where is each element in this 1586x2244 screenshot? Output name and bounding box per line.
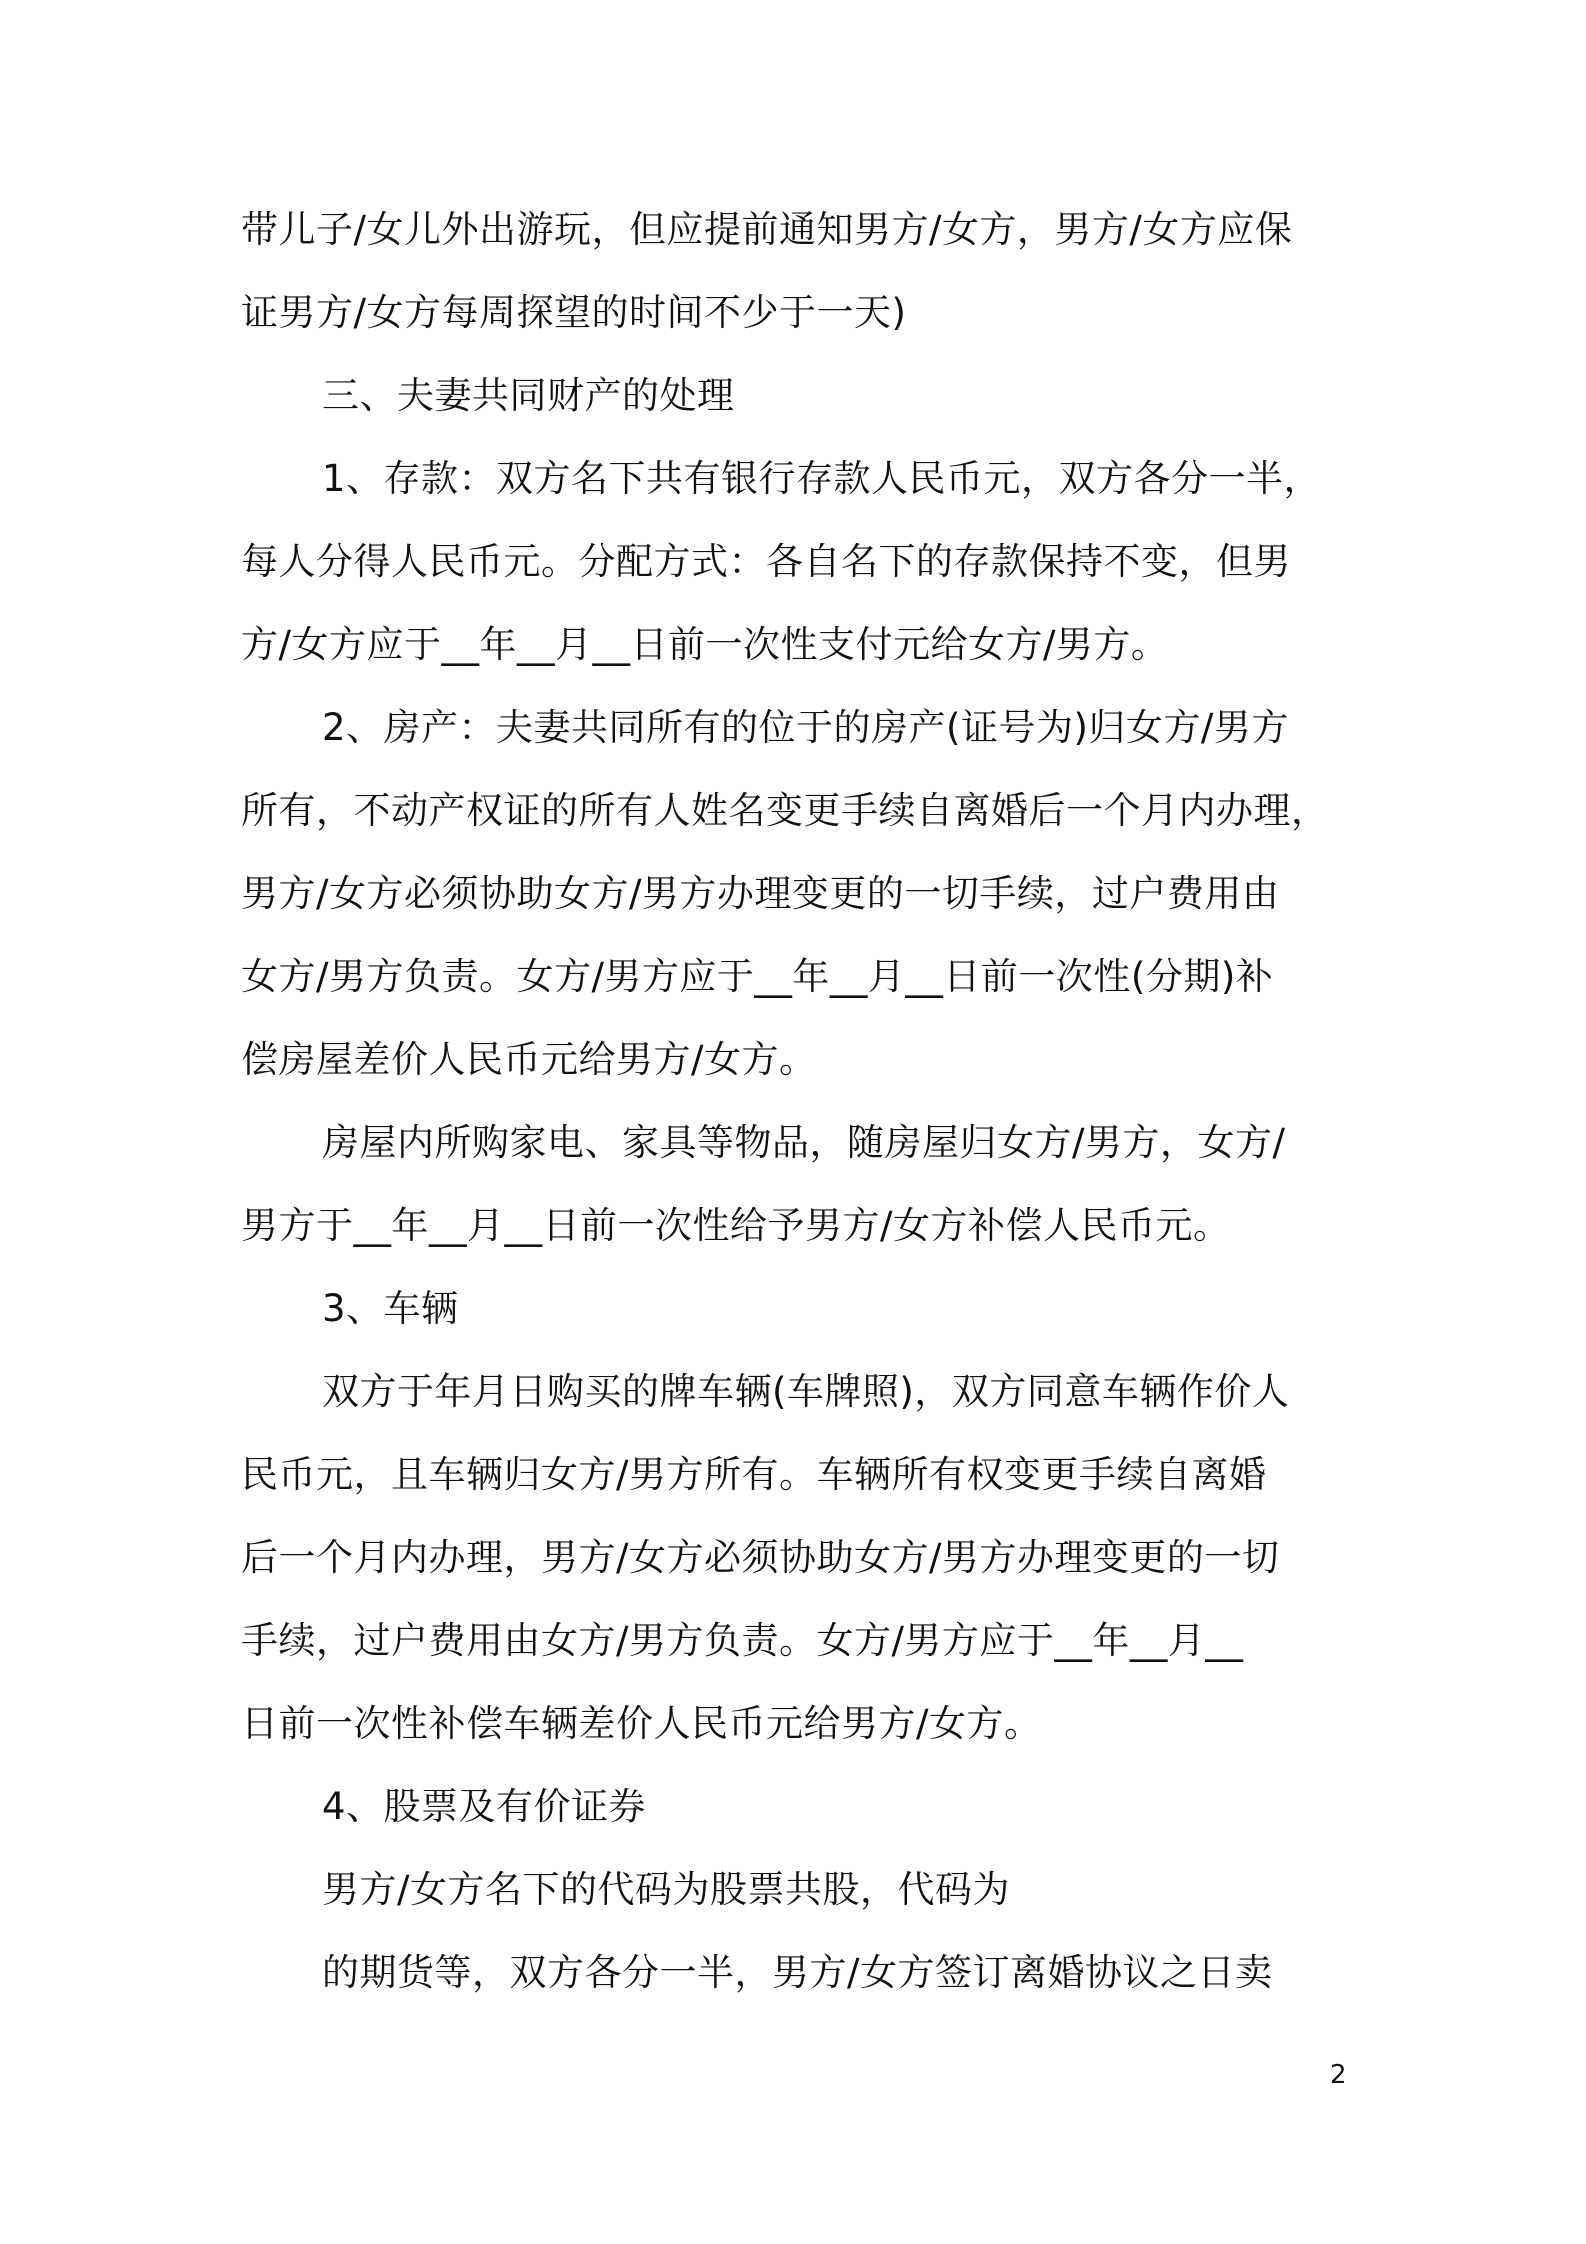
section-heading-3: 三、夫妻共同财产的处理 <box>322 374 735 417</box>
text-line-5: 每人分得人民币元。分配方式：各自名下的存款保持不变，但男 <box>241 540 1291 583</box>
section-heading-vehicle: 3、车辆 <box>322 1287 459 1330</box>
text-line-15: 双方于年月日购买的牌车辆(车牌照)，双方同意车辆作价人 <box>322 1370 1290 1413</box>
text-line-17: 后一个月内办理，男方/女方必须协助女方/男方办理变更的一切 <box>241 1536 1280 1579</box>
page-number: 2 <box>1330 2060 1347 2090</box>
text-line-13: 男方于__年__月__日前一次性给予男方/女方补偿人民币元。 <box>241 1204 1231 1247</box>
text-line-4: 1、存款：双方名下共有银行存款人民币元，双方各分一半， <box>322 457 1322 500</box>
text-line-6: 方/女方应于__年__月__日前一次性支付元给女方/男方。 <box>241 623 1169 666</box>
text-line-19: 日前一次性补偿车辆差价人民币元给男方/女方。 <box>241 1702 1042 1745</box>
text-line-2: 证男方/女方每周探望的时间不少于一天) <box>241 291 907 334</box>
section-heading-stocks: 4、股票及有价证券 <box>322 1785 647 1828</box>
text-line-18: 手续，过户费用由女方/男方负责。女方/男方应于__年__月__ <box>241 1619 1244 1662</box>
text-line-22: 的期货等，双方各分一半，男方/女方签订离婚协议之日卖 <box>322 1951 1273 1994</box>
text-line-8: 所有，不动产权证的所有人姓名变更手续自离婚后一个月内办理， <box>241 789 1329 832</box>
text-line-7: 2、房产：夫妻共同所有的位于的房产(证号为)归女方/男方 <box>322 706 1289 749</box>
text-line-11: 偿房屋差价人民币元给男方/女方。 <box>241 1038 817 1081</box>
text-line-9: 男方/女方必须协助女方/男方办理变更的一切手续，过户费用由 <box>241 872 1280 915</box>
text-line-12: 房屋内所购家电、家具等物品，随房屋归女方/男方，女方/ <box>322 1121 1286 1164</box>
text-line-16: 民币元，且车辆归女方/男方所有。车辆所有权变更手续自离婚 <box>241 1453 1267 1496</box>
text-line-10: 女方/男方负责。女方/男方应于__年__月__日前一次性(分期)补 <box>241 955 1274 998</box>
text-line-21: 男方/女方名下的代码为股票共股，代码为 <box>322 1868 1010 1911</box>
text-line-1: 带儿子/女儿外出游玩，但应提前通知男方/女方，男方/女方应保 <box>241 208 1293 251</box>
